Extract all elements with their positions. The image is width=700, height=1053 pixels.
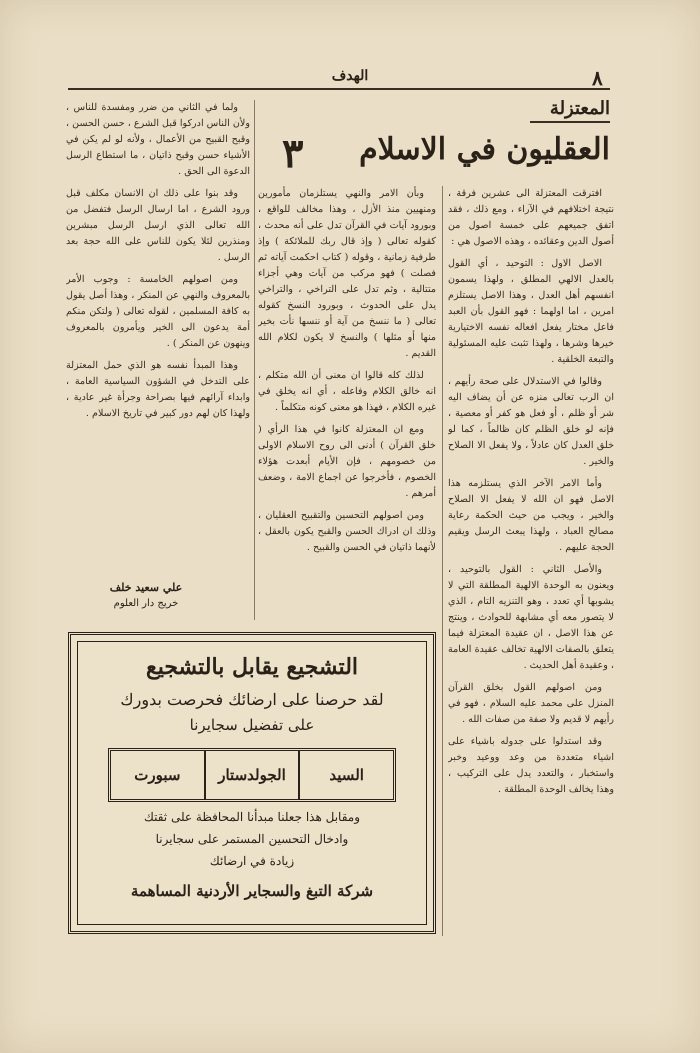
- author-signature: [66, 580, 226, 612]
- brand-name: سبورت: [134, 766, 181, 784]
- ad-company-name: شركة التبغ والسجاير الأردنية المساهمة: [130, 882, 374, 900]
- masthead: الهدف: [331, 68, 369, 84]
- author-title: خريج دار العلوم: [113, 598, 179, 609]
- article-title: العقليون في الاسلام: [359, 132, 610, 167]
- ad-text-line: وادخال التحسين المستمر على سجايرنا: [155, 832, 349, 846]
- paragraph: لذلك كله قالوا ان معنى أن الله متكلم ، انه خالق الكلام وفاعله ، أي انه يخلق في غيره الكلام ، فهذا هو معنى كونه متكلماً .: [258, 370, 436, 413]
- article-column-left: [66, 100, 250, 570]
- paragraph: ومع ان المعتزلة كانوا في هذا الرأي ( خلق القرآن ) أدنى الى روح الاسلام الاولى من خصومهم ، فإن الأيام أبعدت هؤلاء الخصوم ، فأخرجوا عن اجماع الامة ، وضعف أمرهم .: [258, 424, 436, 499]
- author-name: علي سعيد خلف: [109, 581, 183, 594]
- paragraph: افترقت المعتزلة الى عشرين فرقة ، نتيجة اختلافهم في الآراء ، ومع ذلك ، فقد اتفق جميعهم على خمسة اصول من أصول الدين وعقائده ، وهذه الاصول هي :: [448, 188, 614, 247]
- paragraph: وهذا المبدأ نفسه هو الذي حمل المعتزلة على التدخل في الشؤون السياسية العامة ، وابداء آرائهم فيها بصراحة وجرأة غير عادية ، ولهذا كان لهم دور كبير في تاريخ الاسلام .: [66, 360, 250, 419]
- page-number: ٨: [592, 66, 603, 90]
- article-column-middle: [258, 186, 436, 616]
- paragraph: وقد استدلوا على جدوله باشياء على اشياء متعددة من وعد ووعيد وخبر واستخبار ، والتعدد يدل على التركيب ، وهذا يخالف الوحدة المطلقة .: [448, 736, 614, 795]
- paragraph: ومن اصولهم التحسين والتقبيح العقليان ، وذلك ان ادراك الحسن والقبح يكون بالعقل ، لأنهما ذاتيان في الحسن والقبيح .: [258, 510, 436, 553]
- article-column-right: [448, 186, 614, 936]
- brand-name: الجولدستار: [204, 751, 299, 799]
- brand-panel: [108, 748, 396, 802]
- cigarette-advertisement: [68, 632, 436, 934]
- paragraph: ولما في الثاني من ضرر ومفسدة للناس ، ولأن الناس ادركوا قبل الشرع ، حسن الحسن ، وقبح القبيح من الأعمال ، ولأنه لو لم يكن في الأشياء حسن وقبح ذاتيان ، ما استطاع الرسل الدعوة الى الحق .: [66, 102, 250, 177]
- paragraph: وقد بنوا على ذلك ان الانسان مكلف قبل ورود الشرع ، اما ارسال الرسل فتفضل من الله تعالى الذي ارسل الرسل مبشرين ومنذرين لئلا يكون للناس على الله حجة بعد الرسل .: [66, 188, 250, 263]
- paragraph: وأما الامر الآخر الذي يستلزمه هذا الاصل فهو ان الله لا يفعل الا الصلاح والخير ، ويجب من حيث الحكمة رعاية مصالح العباد ، ولهذا يبعث الرسل ويقيم الحجة عليهم .: [448, 478, 614, 553]
- column-divider: [442, 186, 443, 936]
- paragraph: والأصل الثاني : القول بالتوحيد ، ويعنون به الوحدة الالهية المطلقة التي لا يشوبها أي تعدد ، وهو التنزيه التام ، الذي لا يتصور معه أي مشابهة للحوادث ، وينتج عن هذا الاصل ، ان عقيدة المعتزلة فيما يتعلق بالصفات الالهية تخالف عقيدة العامة ، وعقيدة أهل الحديث .: [448, 564, 614, 671]
- ad-headline: التشجيع يقابل بالتشجيع: [145, 654, 359, 680]
- header-rule: [68, 88, 610, 90]
- ad-text-line: على تفضيل سجايرنا: [189, 716, 315, 734]
- column-divider: [254, 100, 255, 620]
- paragraph: ومن اصولهم القول بخلق القرآن المنزل على محمد عليه السلام ، فهو في رأيهم لا قديم ولا صفة من صفات الله .: [448, 682, 614, 725]
- part-number: ٣: [282, 130, 304, 177]
- brand-name: السيد: [298, 751, 393, 799]
- ad-frame: [77, 641, 427, 925]
- section-label: المعتزلة: [530, 98, 610, 123]
- ad-text-line: ومقابل هذا جعلنا مبدأنا المحافظة على ثقتك: [144, 810, 360, 824]
- ad-text-line: لقد حرصنا على ارضائك فحرصت بدورك: [120, 690, 384, 709]
- paragraph: الاصل الاول : التوحيد ، أي القول بالعدل الالهي المطلق ، ولهذا يسمون انفسهم أهل العدل ، وهذا الاصل يستلزم امرين ، اما اولهما : فهو القول بأن العبد فاعل مختار يفعل افعاله نفسه الاختيارية خيرها وشرها ، ولهذا تثبت عليه المسئولية والتبعة الخلقية .: [448, 258, 614, 365]
- paragraph: ومن اصولهم الخامسة : وجوب الأمر بالمعروف والنهي عن المنكر ، وهذا أصل يقول به كافة المسلمين ، لقوله تعالى ( ولتكن منكم أمة يدعون الى الخير ويأمرون بالمعروف وينهون عن المنكر ) .: [66, 274, 250, 349]
- ad-text-line: زيادة في ارضائك: [209, 854, 295, 868]
- paragraph: وقالوا في الاستدلال على صحة رأيهم ، ان الرب تعالى منزه عن أن يضاف اليه شر أو ظلم ، أو فعل هو كفر أو معصية ، فإنه لو خلق الظلم كان ظالماً ، كما لو خلق العدل كان عادلاً ، ولا يفعل الا الصلاح والخير .: [448, 376, 614, 467]
- paragraph: وبأن الامر والنهي يستلزمان مأمورين ومنهيين منذ الأزل ، وهذا مخالف للواقع ، وبورود آيات في القرآن تدل على أنه محدث ، كقوله تعالى ( وإذ قال ربك للملائكة ) وإذ طرفية زمانية ، وقوله ( كتاب احكمت آياته ثم فصلت ) فهو مركب من آيات وهي أجزاء متتالية ، وثم تدل على التراخي ، والتراخي يدل على الحدوث ، وبورود النسخ كقوله تعالى ( ما ننسخ من آية أو ننسها نأت بخير منها أو مثلها ) والنسخ لا يكون لكلام الله القديم .: [258, 188, 436, 359]
